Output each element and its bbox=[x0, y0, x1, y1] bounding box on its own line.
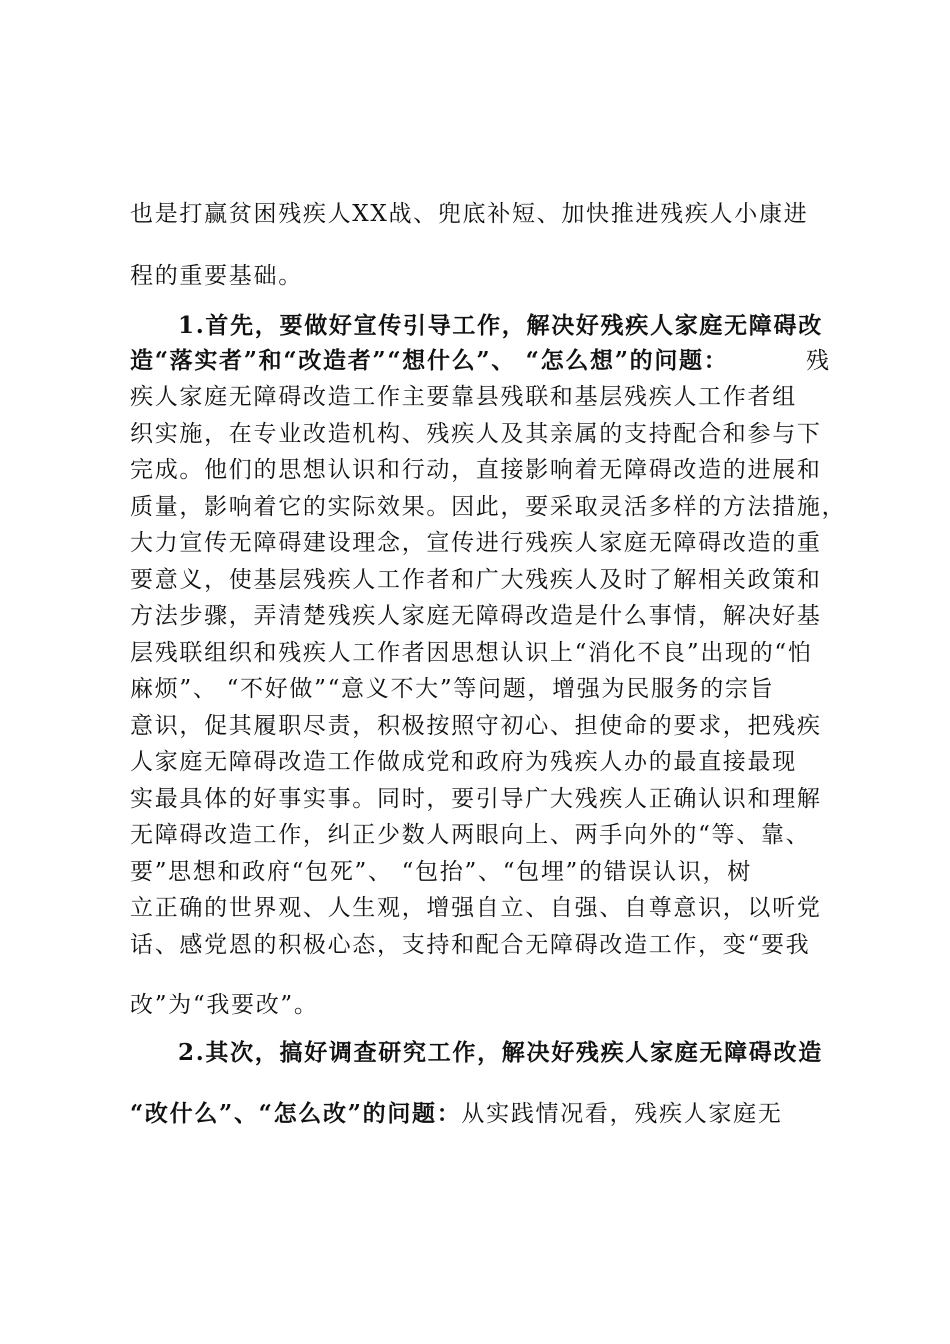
paragraph-line: 话、感党恩的积极心态，支持和配合无障碍改造工作，变“要我 bbox=[130, 932, 811, 958]
paragraph-line: 立正确的世界观、人生观，增强自立、自强、自尊意识，以听党 bbox=[130, 895, 822, 921]
paragraph-line: 残 bbox=[806, 348, 831, 374]
paragraph-line: 大力宣传无障碍建设理念，宣传进行残疾人家庭无障碍改造的重 bbox=[130, 530, 822, 556]
paragraph-line: 程的重要基础。 bbox=[130, 263, 303, 289]
paragraph-line: 方法步骤，弄清楚残疾人家庭无障碍改造是什么事情，解决好基 bbox=[130, 603, 822, 629]
section-heading-1-cont bbox=[130, 345, 831, 377]
section-heading-2-cont bbox=[130, 1098, 830, 1130]
section-heading-2-tail: “改什么”、“怎么改”的问题： bbox=[130, 1100, 462, 1127]
paragraph-line: 质量，影响着它的实际效果。因此，要采取灵活多样的方法措施， bbox=[130, 494, 847, 520]
paragraph-line: 疾人家庭无障碍改造工作主要靠县残联和基层残疾人工作者组 bbox=[130, 384, 797, 410]
paragraph-line: 无障碍改造工作，纠正少数人两眼向上、两手向外的“等、靠、 bbox=[130, 822, 811, 848]
paragraph-line: 层残联组织和残疾人工作者因思想认识上“消化不良”出现的“怕 bbox=[130, 640, 813, 666]
section-heading-2: 2.其次，搞好调查研究工作，解决好残疾人家庭无障碍改造 bbox=[178, 1039, 823, 1066]
section-heading-1: 1.首先，要做好宣传引导工作，解决好残疾人家庭无障碍改 bbox=[178, 312, 823, 339]
paragraph-line: 也是打赢贫困残疾人XX战、兜底补短、加快推进残疾人小康进 bbox=[130, 201, 809, 227]
paragraph-line: 人家庭无障碍改造工作做成党和政府为残疾人办的最直接最现 bbox=[130, 749, 797, 775]
paragraph-line: 完成。他们的思想认识和行动，直接影响着无障碍改造的进展和 bbox=[130, 457, 822, 483]
paragraph-line: 从实践情况看，残疾人家庭无 bbox=[461, 1101, 783, 1127]
paragraph-line: 麻烦”、 “不好做”“意义不大”等问题，增强为民服务的宗旨 bbox=[130, 676, 775, 702]
paragraph-line: 改”为“我要改”。 bbox=[130, 992, 319, 1018]
paragraph-line: 意识，促其履职尽责，积极按照守初心、担使命的要求，把残疾 bbox=[130, 713, 822, 739]
paragraph-line: 要意义，使基层残疾人工作者和广大残疾人及时了解相关政策和 bbox=[130, 567, 822, 593]
paragraph-line: 织实施，在专业改造机构、残疾人及其亲属的支持配合和参与下 bbox=[130, 421, 822, 447]
section-heading-1-tail: 造“落实者”和“改造者”“想什么”、 “怎么想”的问题： bbox=[130, 347, 729, 374]
paragraph-line: 实最具体的好事实事。同时，要引导广大残疾人正确认识和理解 bbox=[130, 786, 822, 812]
paragraph-line: 要”思想和政府“包死”、 “包抬”、“包埋”的错误认识，树 bbox=[130, 859, 752, 885]
